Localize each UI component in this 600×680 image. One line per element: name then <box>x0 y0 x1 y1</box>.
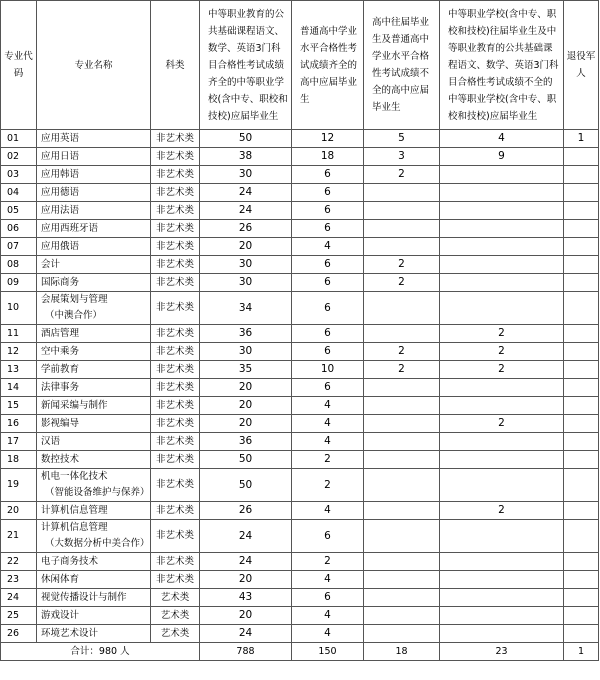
row-col2: 2 <box>292 553 364 571</box>
table-row <box>1 184 599 202</box>
row-col2: 6 <box>292 379 364 397</box>
row-category: 非艺术类 <box>151 361 200 379</box>
row-col3 <box>364 469 440 502</box>
row-col4 <box>440 589 564 607</box>
row-category: 非艺术类 <box>151 238 200 256</box>
row-name-main: 国际商务 <box>41 277 80 288</box>
header-row <box>1 1 599 130</box>
row-col4 <box>440 292 564 325</box>
row-code: 15 <box>1 397 37 415</box>
row-category: 非艺术类 <box>151 292 200 325</box>
header-col1: 中等职业教育的公共基础课程语文、数学、英语3门科目合格性考试成绩齐全的中等职业学校(含中专、职校和技校)应届毕业生 <box>200 1 292 130</box>
row-code: 26 <box>1 625 37 643</box>
row-name-main: 电子商务技术 <box>41 556 99 567</box>
row-col3 <box>364 553 440 571</box>
row-col4 <box>440 397 564 415</box>
row-name <box>37 397 151 415</box>
row-name <box>37 256 151 274</box>
row-col2: 4 <box>292 238 364 256</box>
row-code: 21 <box>1 520 37 553</box>
row-col2: 12 <box>292 130 364 148</box>
row-name-main: 计算机信息管理 <box>41 505 108 516</box>
header-col2: 普通高中学业水平合格性考试成绩齐全的高中应届毕业生 <box>292 1 364 130</box>
total-col5: 1 <box>564 643 599 661</box>
row-name <box>37 433 151 451</box>
row-col1: 24 <box>200 184 292 202</box>
row-col1: 20 <box>200 397 292 415</box>
row-name-main: 机电一体化技术 <box>41 471 108 482</box>
row-name-sub: （智能设备维护与保养） <box>45 487 150 498</box>
header-name: 专业名称 <box>37 1 151 130</box>
table-row <box>1 220 599 238</box>
row-name-main: 影视编导 <box>41 418 80 429</box>
row-category: 非艺术类 <box>151 166 200 184</box>
row-col1: 36 <box>200 433 292 451</box>
row-name <box>37 130 151 148</box>
row-category: 非艺术类 <box>151 502 200 520</box>
row-col4: 9 <box>440 148 564 166</box>
row-col3 <box>364 451 440 469</box>
row-col1: 50 <box>200 130 292 148</box>
row-category: 非艺术类 <box>151 220 200 238</box>
row-col2: 6 <box>292 220 364 238</box>
row-col3: 2 <box>364 274 440 292</box>
row-name <box>37 325 151 343</box>
row-col5 <box>564 325 599 343</box>
total-label: 合计：980 人 <box>1 643 200 661</box>
row-col5 <box>564 607 599 625</box>
row-name <box>37 202 151 220</box>
row-code: 12 <box>1 343 37 361</box>
row-name <box>37 451 151 469</box>
row-category: 非艺术类 <box>151 469 200 502</box>
row-category: 非艺术类 <box>151 325 200 343</box>
row-col3 <box>364 292 440 325</box>
row-name-main: 空中乘务 <box>41 346 80 357</box>
row-code: 08 <box>1 256 37 274</box>
row-name-main: 学前教育 <box>41 364 80 375</box>
row-category: 非艺术类 <box>151 184 200 202</box>
row-name-main: 应用英语 <box>41 133 80 144</box>
row-category: 非艺术类 <box>151 433 200 451</box>
row-category: 非艺术类 <box>151 397 200 415</box>
row-col5 <box>564 343 599 361</box>
row-name-main: 酒店管理 <box>41 328 80 339</box>
row-col1: 34 <box>200 292 292 325</box>
row-name-main: 会计 <box>41 259 61 270</box>
row-category: 非艺术类 <box>151 520 200 553</box>
row-code: 25 <box>1 607 37 625</box>
table-row <box>1 292 599 325</box>
table-row <box>1 520 599 553</box>
row-col1: 24 <box>200 520 292 553</box>
row-col2: 6 <box>292 166 364 184</box>
row-category: 艺术类 <box>151 607 200 625</box>
row-code: 17 <box>1 433 37 451</box>
row-code: 18 <box>1 451 37 469</box>
row-col3 <box>364 397 440 415</box>
row-col4 <box>440 238 564 256</box>
row-col5 <box>564 220 599 238</box>
row-col1: 20 <box>200 607 292 625</box>
row-code: 20 <box>1 502 37 520</box>
row-col5 <box>564 451 599 469</box>
row-col4 <box>440 607 564 625</box>
row-col2: 4 <box>292 415 364 433</box>
row-col1: 20 <box>200 571 292 589</box>
row-col3: 2 <box>364 343 440 361</box>
row-col3 <box>364 184 440 202</box>
row-col5 <box>564 274 599 292</box>
row-name <box>37 184 151 202</box>
row-col1: 30 <box>200 274 292 292</box>
row-col1: 30 <box>200 343 292 361</box>
table-row <box>1 238 599 256</box>
row-col4 <box>440 184 564 202</box>
row-col1: 24 <box>200 553 292 571</box>
row-code: 22 <box>1 553 37 571</box>
row-col4: 2 <box>440 361 564 379</box>
row-col2: 4 <box>292 607 364 625</box>
row-category: 非艺术类 <box>151 571 200 589</box>
row-name <box>37 379 151 397</box>
row-code: 24 <box>1 589 37 607</box>
row-col2: 6 <box>292 184 364 202</box>
row-name-main: 视觉传播设计与制作 <box>41 592 127 603</box>
row-name <box>37 469 151 502</box>
row-category: 艺术类 <box>151 625 200 643</box>
row-col3 <box>364 379 440 397</box>
row-name <box>37 166 151 184</box>
row-col2: 6 <box>292 343 364 361</box>
row-col3: 3 <box>364 148 440 166</box>
row-col5 <box>564 238 599 256</box>
table-body <box>1 130 599 643</box>
table-row <box>1 433 599 451</box>
table-row <box>1 553 599 571</box>
row-name <box>37 520 151 553</box>
row-col5 <box>564 589 599 607</box>
row-name-main: 会展策划与管理 <box>41 294 108 305</box>
row-name-main: 新闻采编与制作 <box>41 400 108 411</box>
row-col1: 35 <box>200 361 292 379</box>
row-col2: 4 <box>292 571 364 589</box>
row-col2: 4 <box>292 502 364 520</box>
row-col4 <box>440 571 564 589</box>
table-row <box>1 589 599 607</box>
row-col1: 26 <box>200 220 292 238</box>
row-col4: 2 <box>440 502 564 520</box>
table-row <box>1 502 599 520</box>
row-name <box>37 415 151 433</box>
row-col1: 24 <box>200 625 292 643</box>
row-category: 非艺术类 <box>151 343 200 361</box>
table-row <box>1 202 599 220</box>
row-code: 23 <box>1 571 37 589</box>
row-col4: 2 <box>440 415 564 433</box>
row-col5 <box>564 553 599 571</box>
row-name <box>37 274 151 292</box>
row-code: 10 <box>1 292 37 325</box>
row-name-main: 应用韩语 <box>41 169 80 180</box>
row-col5 <box>564 415 599 433</box>
row-category: 非艺术类 <box>151 451 200 469</box>
row-name-main: 数控技术 <box>41 454 80 465</box>
table-row <box>1 166 599 184</box>
row-col3 <box>364 571 440 589</box>
row-col4 <box>440 256 564 274</box>
row-name <box>37 220 151 238</box>
row-category: 非艺术类 <box>151 379 200 397</box>
table-row <box>1 607 599 625</box>
row-col2: 10 <box>292 361 364 379</box>
row-col3 <box>364 325 440 343</box>
table-row <box>1 625 599 643</box>
total-col2: 150 <box>292 643 364 661</box>
row-code: 14 <box>1 379 37 397</box>
row-name-main: 计算机信息管理 <box>41 522 108 533</box>
row-col2: 6 <box>292 520 364 553</box>
header-category: 科类 <box>151 1 200 130</box>
row-name-main: 法律事务 <box>41 382 80 393</box>
row-code: 19 <box>1 469 37 502</box>
row-col4 <box>440 553 564 571</box>
table-row <box>1 451 599 469</box>
row-col2: 6 <box>292 202 364 220</box>
row-col3 <box>364 589 440 607</box>
row-code: 04 <box>1 184 37 202</box>
row-name <box>37 343 151 361</box>
row-col5 <box>564 256 599 274</box>
row-category: 非艺术类 <box>151 553 200 571</box>
row-col2: 4 <box>292 397 364 415</box>
row-category: 非艺术类 <box>151 274 200 292</box>
row-col4 <box>440 202 564 220</box>
row-col5 <box>564 148 599 166</box>
row-name-main: 游戏设计 <box>41 610 80 621</box>
row-name-main: 环境艺术设计 <box>41 628 99 639</box>
row-name-main: 应用法语 <box>41 205 80 216</box>
table-row <box>1 379 599 397</box>
table-row <box>1 325 599 343</box>
row-col5 <box>564 202 599 220</box>
row-name-main: 休闲体育 <box>41 574 80 585</box>
row-col3 <box>364 433 440 451</box>
row-code: 11 <box>1 325 37 343</box>
row-col2: 18 <box>292 148 364 166</box>
row-code: 16 <box>1 415 37 433</box>
row-col4 <box>440 451 564 469</box>
row-code: 05 <box>1 202 37 220</box>
row-col1: 26 <box>200 502 292 520</box>
row-col3 <box>364 220 440 238</box>
row-col4: 2 <box>440 325 564 343</box>
header-col3: 高中往届毕业生及普通高中学业水平合格性考试成绩不全的高中应届毕业生 <box>364 1 440 130</box>
row-code: 03 <box>1 166 37 184</box>
row-col5 <box>564 166 599 184</box>
row-col5 <box>564 520 599 553</box>
row-col5 <box>564 433 599 451</box>
row-col5 <box>564 379 599 397</box>
row-col3: 2 <box>364 166 440 184</box>
row-name-main: 应用德语 <box>41 187 80 198</box>
total-row <box>1 643 599 661</box>
table-row <box>1 148 599 166</box>
total-col3: 18 <box>364 643 440 661</box>
header-code: 专业代码 <box>1 1 37 130</box>
row-col5 <box>564 361 599 379</box>
row-col3: 5 <box>364 130 440 148</box>
row-col3 <box>364 502 440 520</box>
row-col2: 4 <box>292 625 364 643</box>
row-col3 <box>364 607 440 625</box>
table-row <box>1 256 599 274</box>
row-name <box>37 571 151 589</box>
table-row <box>1 343 599 361</box>
row-col3 <box>364 415 440 433</box>
row-col3 <box>364 625 440 643</box>
row-col5 <box>564 625 599 643</box>
row-name-main: 应用俄语 <box>41 241 80 252</box>
table-row <box>1 415 599 433</box>
row-code: 02 <box>1 148 37 166</box>
row-col1: 38 <box>200 148 292 166</box>
row-col4: 4 <box>440 130 564 148</box>
row-category: 非艺术类 <box>151 415 200 433</box>
row-col4 <box>440 433 564 451</box>
row-col1: 24 <box>200 202 292 220</box>
table-row <box>1 397 599 415</box>
row-col2: 6 <box>292 292 364 325</box>
row-name-main: 应用日语 <box>41 151 80 162</box>
row-code: 09 <box>1 274 37 292</box>
row-name-sub: （中澳合作） <box>45 310 103 321</box>
row-name <box>37 292 151 325</box>
header-col4: 中等职业学校(含中专、职校和技校)往届毕业生及中等职业教育的公共基础课程语文、数学、英语3门科目合格性考试成绩不全的中等职业学校(含中专、职校和技校)应届毕业生 <box>440 1 564 130</box>
row-col4 <box>440 379 564 397</box>
table-row <box>1 130 599 148</box>
total-col4: 23 <box>440 643 564 661</box>
total-col1: 788 <box>200 643 292 661</box>
row-name <box>37 361 151 379</box>
row-col5 <box>564 571 599 589</box>
row-name <box>37 625 151 643</box>
table-row <box>1 361 599 379</box>
row-col5: 1 <box>564 130 599 148</box>
row-col1: 36 <box>200 325 292 343</box>
row-category: 非艺术类 <box>151 202 200 220</box>
row-col2: 6 <box>292 325 364 343</box>
row-col4 <box>440 166 564 184</box>
row-col1: 20 <box>200 379 292 397</box>
header-col5: 退役军人 <box>564 1 599 130</box>
row-code: 01 <box>1 130 37 148</box>
row-col5 <box>564 292 599 325</box>
row-col4 <box>440 625 564 643</box>
row-col2: 6 <box>292 256 364 274</box>
row-col4 <box>440 220 564 238</box>
row-category: 非艺术类 <box>151 130 200 148</box>
row-col3 <box>364 520 440 553</box>
row-code: 07 <box>1 238 37 256</box>
row-col2: 4 <box>292 433 364 451</box>
row-col1: 43 <box>200 589 292 607</box>
row-col1: 30 <box>200 166 292 184</box>
row-col5 <box>564 184 599 202</box>
row-col1: 50 <box>200 469 292 502</box>
row-code: 13 <box>1 361 37 379</box>
row-name-sub: （大数据分析中美合作） <box>45 538 150 549</box>
row-col2: 2 <box>292 451 364 469</box>
row-name <box>37 148 151 166</box>
row-name <box>37 553 151 571</box>
row-code: 06 <box>1 220 37 238</box>
row-col3: 2 <box>364 256 440 274</box>
row-col2: 2 <box>292 469 364 502</box>
row-category: 非艺术类 <box>151 148 200 166</box>
row-col4 <box>440 469 564 502</box>
row-col3 <box>364 202 440 220</box>
table-row <box>1 571 599 589</box>
row-col5 <box>564 502 599 520</box>
row-col4 <box>440 520 564 553</box>
row-name <box>37 589 151 607</box>
table-row <box>1 469 599 502</box>
table-row <box>1 274 599 292</box>
row-col2: 6 <box>292 274 364 292</box>
row-col3 <box>364 238 440 256</box>
row-name-main: 汉语 <box>41 436 61 447</box>
row-col2: 6 <box>292 589 364 607</box>
row-name <box>37 238 151 256</box>
row-col4 <box>440 274 564 292</box>
row-name <box>37 607 151 625</box>
row-col1: 50 <box>200 451 292 469</box>
row-col1: 20 <box>200 415 292 433</box>
row-col3: 2 <box>364 361 440 379</box>
row-col5 <box>564 469 599 502</box>
row-col5 <box>564 397 599 415</box>
row-name <box>37 502 151 520</box>
row-category: 非艺术类 <box>151 256 200 274</box>
row-name-main: 应用西班牙语 <box>41 223 99 234</box>
row-col1: 20 <box>200 238 292 256</box>
row-col4: 2 <box>440 343 564 361</box>
row-col1: 30 <box>200 256 292 274</box>
row-category: 艺术类 <box>151 589 200 607</box>
